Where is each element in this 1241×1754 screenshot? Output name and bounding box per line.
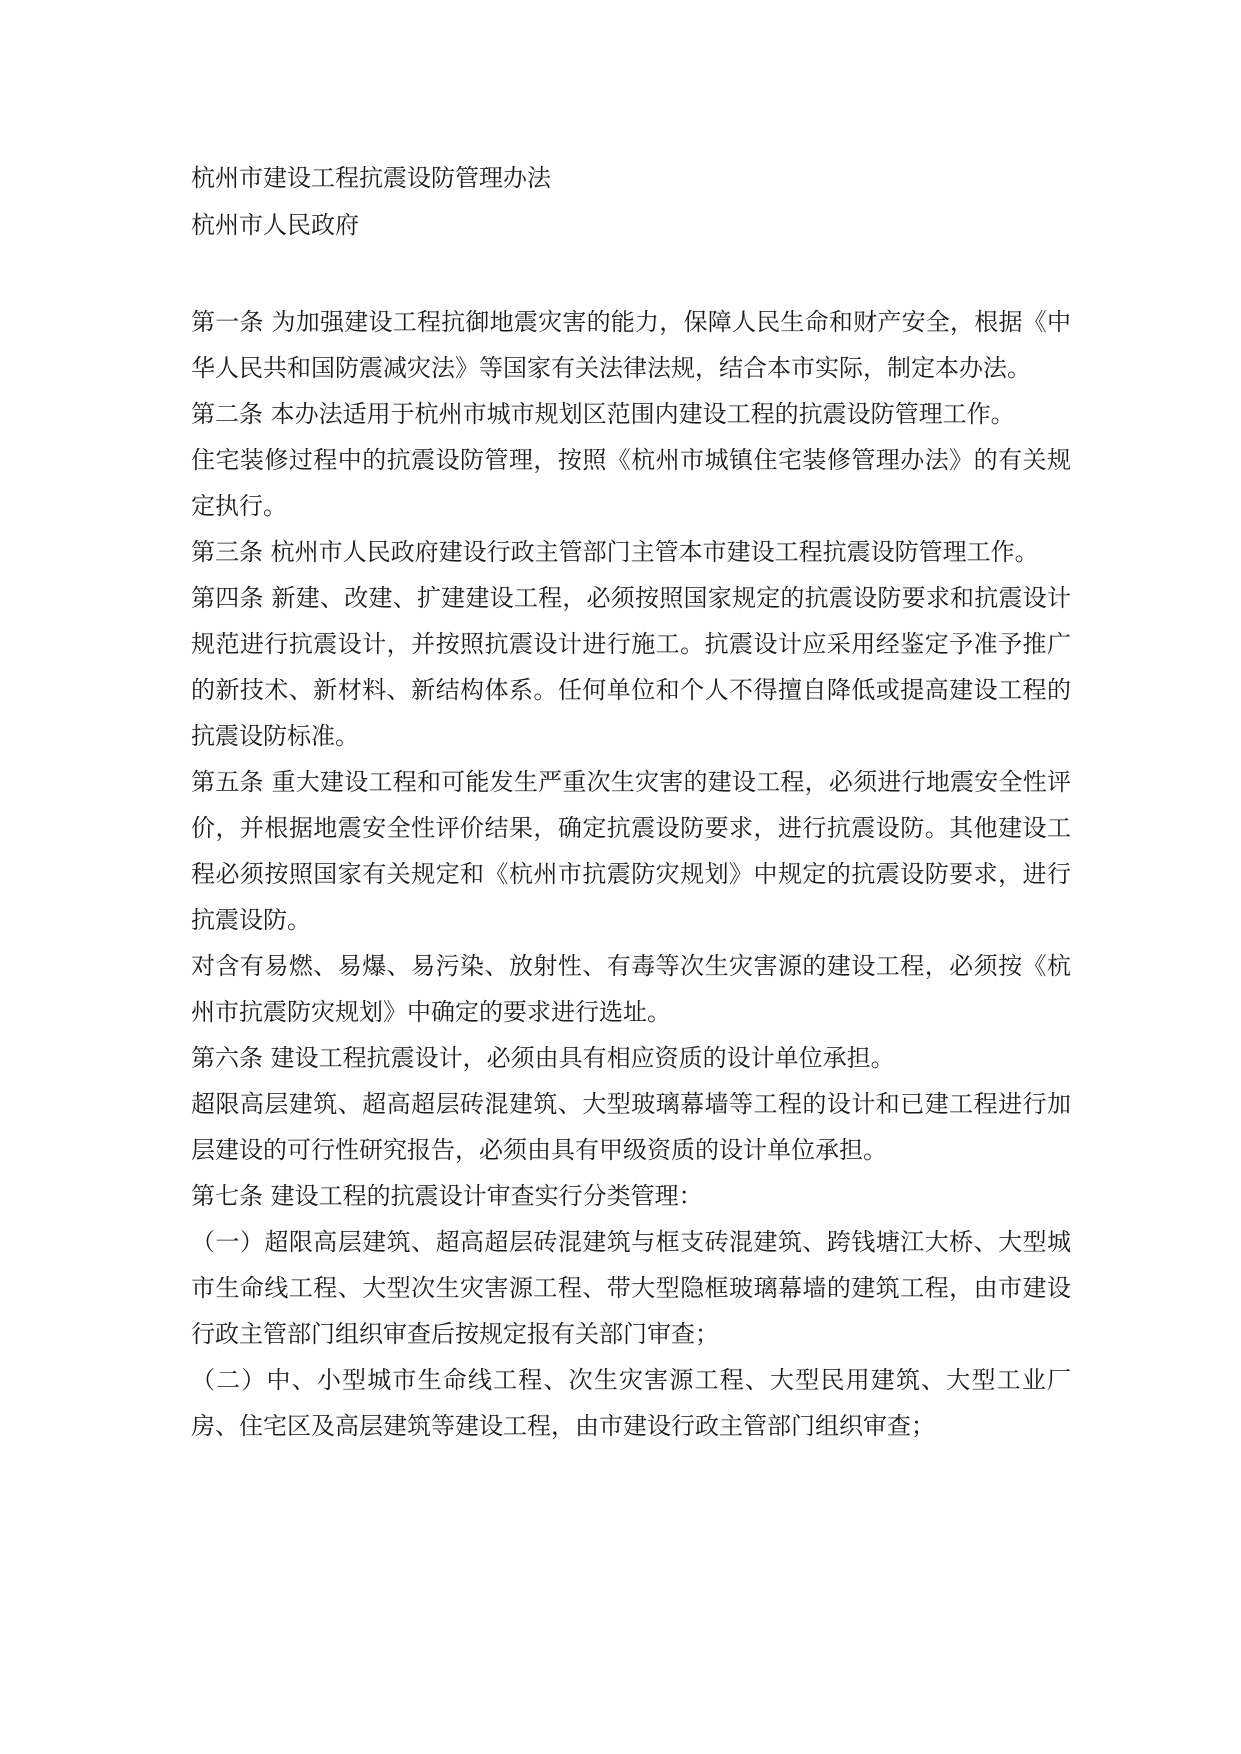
paragraph-article-7: 第七条 建设工程的抗震设计审查实行分类管理： [191,1182,703,1210]
paragraph-article-1: 第一条 为加强建设工程抗御地震灾害的能力，保障人民生命和财产安全，根据《中华人民共和国防震减灾法》等国家有关法律法规，结合本市实际，制定本办法。 [191,308,1071,382]
document-title: 杭州市建设工程抗震设防管理办法 [191,164,551,192]
paragraph-article-5: 第五条 重大建设工程和可能发生严重次生灾害的建设工程，必须进行地震安全性评价，并根据地震安全性评价结果，确定抗震设防要求，进行抗震设防。其他建设工程必须按照国家有关规定和《杭州市抗震防灾规划》中规定的抗震设防要求，进行抗震设防。 [191,768,1071,934]
paragraph-article-6-clause: 超限高层建筑、超高超层砖混建筑、大型玻璃幕墙等工程的设计和已建工程进行加层建设的可行性研究报告，必须由具有甲级资质的设计单位承担。 [191,1090,1071,1164]
paragraph-article-6: 第六条 建设工程抗震设计，必须由具有相应资质的设计单位承担。 [191,1044,895,1072]
paragraph-article-7-item-2: （二）中、小型城市生命线工程、次生灾害源工程、大型民用建筑、大型工业厂房、住宅区及高层建筑等建设工程，由市建设行政主管部门组织审查； [191,1366,1071,1440]
paragraph-article-3: 第三条 杭州市人民政府建设行政主管部门主管本市建设工程抗震设防管理工作。 [191,538,1039,566]
paragraph-article-2: 第二条 本办法适用于杭州市城市规划区范围内建设工程的抗震设防管理工作。 [191,400,1015,428]
paragraph-article-7-item-1: （一）超限高层建筑、超高超层砖混建筑与框支砖混建筑、跨钱塘江大桥、大型城市生命线工程、大型次生灾害源工程、带大型隐框玻璃幕墙的建筑工程，由市建设行政主管部门组织审查后按规定报有关部门审查； [191,1228,1071,1348]
paragraph-article-4: 第四条 新建、改建、扩建建设工程，必须按照国家规定的抗震设防要求和抗震设计规范进行抗震设计，并按照抗震设计进行施工。抗震设计应采用经鉴定予准予推广的新技术、新材料、新结构体系。任何单位和个人不得擅自降低或提高建设工程的抗震设防标准。 [191,584,1071,750]
title-spacer [191,249,1071,299]
paragraph-article-2-clause: 住宅装修过程中的抗震设防管理，按照《杭州市城镇住宅装修管理办法》的有关规定执行。 [191,446,1071,520]
document-body [191,155,1071,1449]
document-issuer: 杭州市人民政府 [191,211,359,239]
paragraph-article-5-clause: 对含有易燃、易爆、易污染、放射性、有毒等次生灾害源的建设工程，必须按《杭州市抗震防灾规划》中确定的要求进行选址。 [191,952,1071,1026]
